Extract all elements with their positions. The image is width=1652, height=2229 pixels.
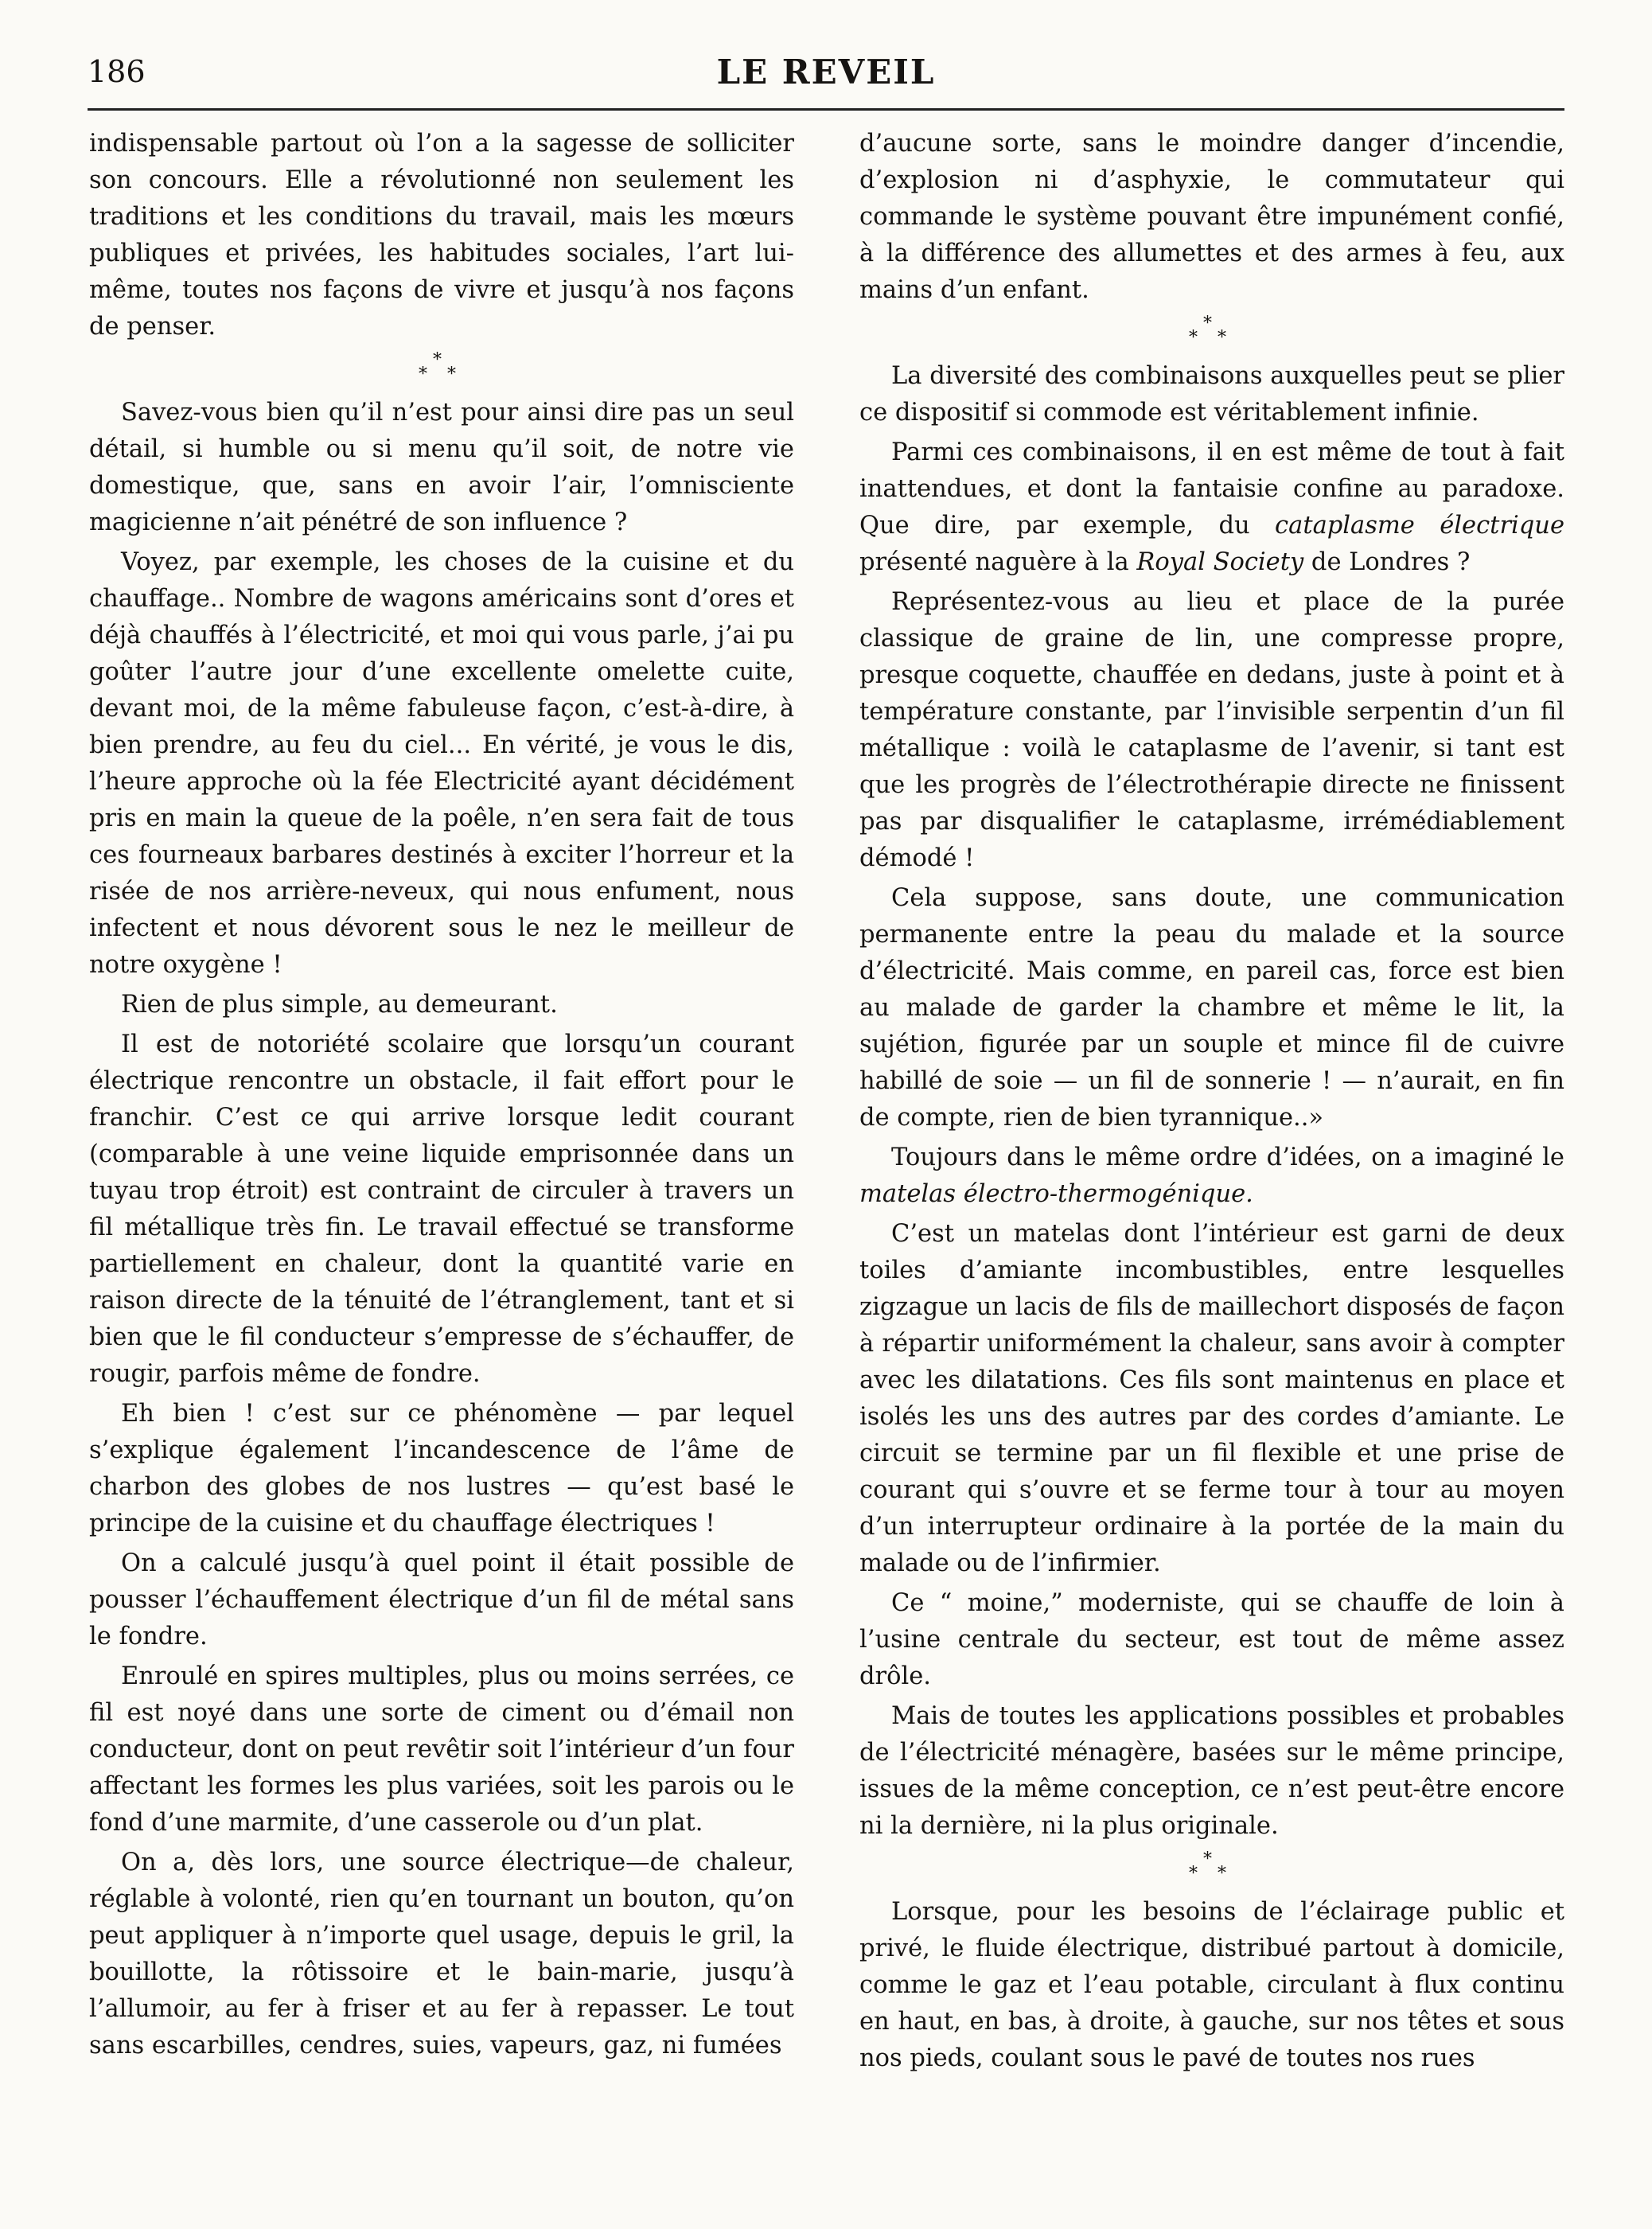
italic-term: Royal Society [1136, 548, 1304, 576]
paragraph: Cela suppose, sans doute, une communication permanente entre la peau du malade et la source d’électricité. Mais comme, en pareil cas, force est bien au malade de garder la chambre et même le lit, la sujétion, figurée par un souple et mince fil de cuivre habillé de soie — un fil de sonnerie ! — n’aurait, en fin de compte, rien de bien tyrannique..» [859, 884, 1564, 1132]
asterism-star: * [1203, 314, 1212, 333]
page-number: 186 [88, 54, 146, 89]
italic-term: cataplasme électrique [1275, 512, 1564, 540]
paragraph [859, 1140, 1564, 1213]
right-column [859, 126, 1564, 2077]
paragraph: La diversité des combinaisons auxquelles peut se plier ce dispositif si commode est véritablement infinie. [859, 362, 1564, 427]
paragraph: Il est de notoriété scolaire que lorsqu’un courant électrique rencontre un obstacle, il fait effort pour le franchir. C’est ce qui arrive lorsque ledit courant (comparable à une veine liquide emprisonnée dans un tuyau trop étroit) est contraint de circuler à travers un fil métallique très fin. Le travail effectué se transforme partiellement en chaleur, dont la quantité varie en raison directe de la ténuité de l’étranglement, tant et si bien que le fil conducteur s’empresse de s’échauffer, de rougir, parfois même de fondre. [89, 1031, 794, 1388]
running-title: LE REVEIL [716, 53, 936, 92]
paragraph: Savez-vous bien qu’il n’est pour ainsi dire pas un seul détail, si humble ou si menu qu’il soit, de notre vie domestique, que, sans en avoir l’air, l’omnisciente magicienne n’ait pénétré de son influence ? [89, 399, 794, 536]
paragraph: Voyez, par exemple, les choses de la cuisine et du chauffage.. Nombre de wagons américains sont d’ores et déjà chauffés à l’électricité, et moi qui vous parle, j’ai pu goûter l’autre jour d’une excellente omelette cuite, devant moi, de la même fabuleuse façon, c’est-à-dire, à bien prendre, au feu du ciel... En vérité, je vous le dis, l’heure approche où la fée Electricité ayant décidément pris en main la queue de la poêle, n’en sera fait de tous ces fourneaux barbares destinés à exciter l’horreur et la risée de nos arrière-neveux, qui nous enfument, nous infectent et nous dévorent sous le nez le meilleur de notre oxygène ! [89, 548, 794, 979]
paragraph: Lorsque, pour les besoins de l’éclairage public et privé, le fluide électrique, distribué partout à domicile, comme le gaz et l’eau potable, circulant à flux continu en haut, en bas, à droite, à gauche, sur nos têtes et sous nos pieds, coulant sous le pavé de toutes nos rues [859, 1898, 1564, 2072]
paragraph: indispensable partout où l’on a la sagesse de solliciter son concours. Elle a révolutionné non seulement les traditions et les conditions du travail, mais les mœurs publiques et privées, les habitudes sociales, l’art lui-même, toutes nos façons de vivre et jusqu’à nos façons de penser. [89, 130, 794, 341]
asterism-star: * [1218, 328, 1226, 348]
paragraph: C’est un matelas dont l’intérieur est garni de deux toiles d’amiante incombustibles, entre lesquelles zigzague un lacis de fils de maillechort disposés de façon à répartir uniformément la chaleur, sans avoir à compter avec les dilatations. Ces fils sont maintenus en place et isolés les uns des autres par des cordes d’amiante. Le circuit se termine par un fil flexible et une prise de courant qui s’ouvre et se ferme tour à tour au moyen d’un interrupteur ordinaire à la portée de la main du malade ou de l’infirmier. [859, 1220, 1564, 1577]
asterism-star: * [447, 364, 456, 384]
paragraph [859, 434, 1564, 581]
text-run: Parmi ces combinaisons, il en est même de tout à fait inattendues, et dont la fantaisie confine au paradoxe. Que dire, par exemple, du [859, 438, 1564, 540]
page-header [88, 49, 1564, 97]
asterism [859, 309, 1564, 358]
paragraph: Ce “ moine,” moderniste, qui se chauffe de loin à l’usine centrale du secteur, est tout de même assez drôle. [859, 1589, 1564, 1690]
paragraph: On a calculé jusqu’à quel point il était possible de pousser l’échauffement électrique d’un fil de métal sans le fondre. [89, 1549, 794, 1650]
left-column [89, 126, 794, 2064]
asterism [859, 1845, 1564, 1894]
asterism-star: * [419, 364, 427, 384]
paragraph: Enroulé en spires multiples, plus ou moins serrées, ce fil est noyé dans une sorte de ciment ou d’émail non conducteur, dont on peut revêtir soit l’intérieur d’un four affectant les formes les plus variées, soit les parois ou le fond d’une marmite, d’une casserole ou d’un plat. [89, 1662, 794, 1837]
text-run: de Londres ? [1303, 548, 1471, 576]
asterism-star: * [1218, 1864, 1226, 1884]
paragraph: d’aucune sorte, sans le moindre danger d’incendie, d’explosion ni d’asphyxie, le commutateur qui commande le système pouvant être impunément confié, à la différence des allumettes et des armes à feu, aux mains d’un enfant. [859, 130, 1564, 304]
italic-term: matelas électro-thermogénique. [859, 1180, 1253, 1208]
asterism-star: * [1203, 1849, 1212, 1869]
text-run: Toujours dans le même ordre d’idées, on a imaginé le [891, 1144, 1564, 1171]
paragraph: Eh bien ! c’est sur ce phénomène — par lequel s’explique également l’incandescence de l’âme de charbon des globes de nos lustres — qu’est basé le principe de la cuisine et du chauffage électriques ! [89, 1400, 794, 1537]
paragraph: Rien de plus simple, au demeurant. [121, 991, 558, 1019]
text-run: présenté naguère à la [859, 548, 1137, 576]
asterism-star: * [1189, 328, 1198, 348]
paragraph: Représentez-vous au lieu et place de la purée classique de graine de lin, une compresse propre, presque coquette, chauffée en dedans, juste à point et à température constante, par l’invisible serpentin d’un fil métallique : voilà le cataplasme de l’avenir, si tant est que les progrès de l’électrothérapie directe ne finissent pas par disqualifier le cataplasme, irrémédiablement démodé ! [859, 588, 1564, 872]
paragraph: On a, dès lors, une source électrique—de chaleur, réglable à volonté, rien qu’en tournant un bouton, qu’on peut appliquer à n’importe quel usage, depuis le gril, la bouillotte, la rôtissoire et le bain-marie, jusqu’à l’allumoir, au fer à friser et au fer à repasser. Le tout sans escarbilles, cendres, suies, vapeurs, gaz, ni fumées [89, 1849, 794, 2059]
asterism-star: * [1189, 1864, 1198, 1884]
asterism-star: * [433, 350, 442, 370]
header-rule [88, 108, 1564, 111]
asterism [89, 345, 794, 395]
paragraph: Mais de toutes les applications possibles et probables de l’électricité ménagère, basées sur le même principe, issues de la même conception, ce n’est peut-être encore ni la dernière, ni la plus originale. [859, 1702, 1564, 1840]
